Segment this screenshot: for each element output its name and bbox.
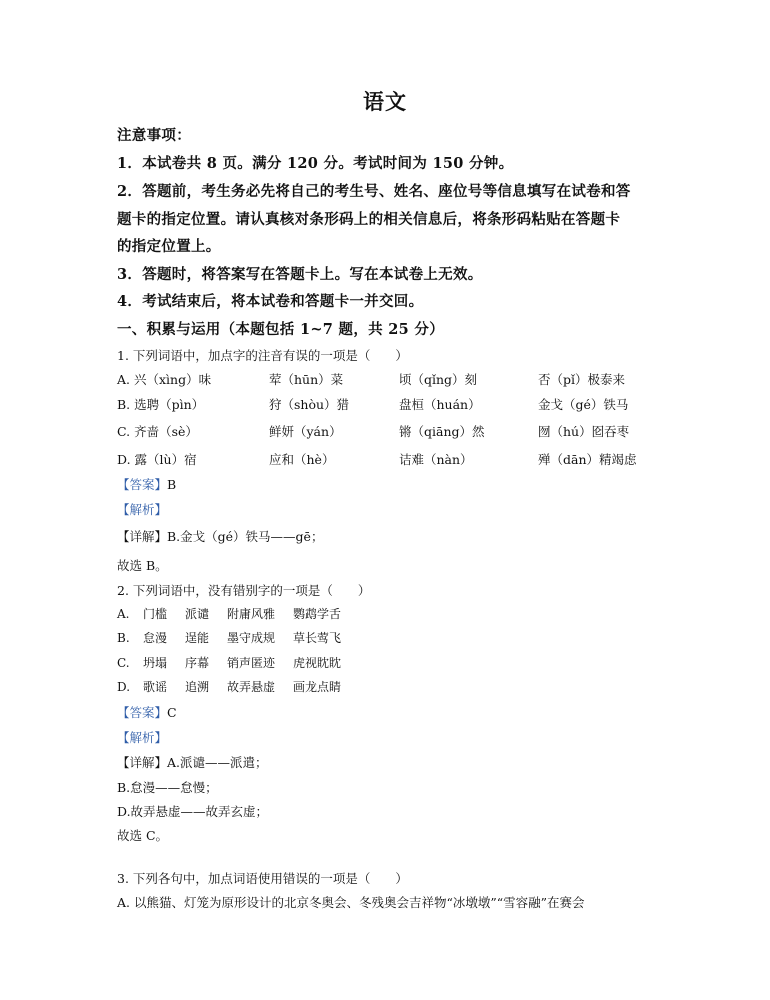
question-1-stem: 1. 下列词语中，加点字的注音有误的一项是（ ）: [117, 348, 408, 363]
q1-conclusion: 故选 B。: [117, 558, 168, 573]
q3-option-a: A. 以熊猫、灯笼为原形设计的北京冬奥会、冬残奥会吉祥物“冰墩墩”“雪容融”在赛会: [117, 895, 585, 910]
q2-word: 门槛: [143, 607, 168, 621]
q1-option-d-1: D. 露（lù）宿: [117, 452, 197, 467]
notice-item: 1．本试卷共 8 页。满分 120 分。考试时间为 150 分钟。: [117, 155, 514, 172]
q2-answer: [117, 703, 177, 721]
q2-word: 坍塌: [143, 656, 168, 670]
answer-value: C: [167, 705, 177, 720]
q1-option-c-4: 囫（hú）囵吞枣: [538, 424, 630, 439]
q2-option-d: [117, 678, 341, 695]
q2-option-label: D.: [117, 680, 131, 694]
notice-item: 4．考试结束后，将本试卷和答题卡一并交回。: [117, 293, 424, 310]
q2-word: 墨守成规: [227, 631, 276, 645]
q1-option-a-4: 否（pǐ）极泰来: [538, 372, 625, 387]
q2-option-a: [117, 605, 341, 622]
q2-word: 歌谣: [143, 680, 168, 694]
q1-option-b-1: B. 选聘（pìn）: [117, 397, 205, 412]
q2-detail: D.故弄悬虚——故弄玄虚；: [117, 804, 269, 819]
q2-analysis-tag: 【解析】: [117, 730, 168, 745]
q2-word: 逞能: [185, 631, 210, 645]
q1-option-c-1: C. 齐啬（sè）: [117, 424, 198, 439]
q2-conclusion: 故选 C。: [117, 828, 169, 843]
q2-option-label: A.: [117, 607, 130, 621]
notice-item: 题卡的指定位置。请认真核对条形码上的相关信息后，将条形码粘贴在答题卡: [117, 211, 621, 228]
q1-option-d-2: 应和（hè）: [269, 452, 335, 467]
q1-option-b-4: 金戈（gé）铁马: [538, 397, 629, 412]
q2-word: 画龙点睛: [293, 680, 342, 694]
notice-item: 的指定位置上。: [117, 238, 221, 255]
q1-option-b-2: 狩（shòu）猎: [269, 397, 350, 412]
q2-option-label: C.: [117, 656, 130, 670]
q1-option-d-4: 殚（dān）精竭虑: [538, 452, 637, 467]
notice-heading: 注意事项：: [117, 127, 191, 144]
q1-option-c-2: 鲜妍（yán）: [269, 424, 342, 439]
question-3-stem: 3. 下列各句中，加点词语使用错误的一项是（ ）: [117, 871, 408, 886]
q2-word: 故弄悬虚: [227, 680, 276, 694]
q2-word: 虎视眈眈: [293, 656, 342, 670]
section-heading: 一、积累与运用（本题包括 1~7 题，共 25 分）: [117, 321, 444, 338]
q2-word: 附庸风雅: [227, 607, 276, 621]
q2-word: 怠漫: [143, 631, 168, 645]
q1-detail: 【详解】B.金戈（gé）铁马——gē；: [117, 529, 324, 544]
notice-item: 2．答题前，考生务必先将自己的考生号、姓名、座位号等信息填写在试卷和答: [117, 183, 631, 200]
q2-option-c: [117, 654, 341, 671]
q2-word: 销声匿迹: [227, 656, 276, 670]
q1-option-d-3: 诘难（nàn）: [399, 452, 473, 467]
answer-value: B: [167, 477, 177, 492]
q2-word: 序幕: [185, 656, 210, 670]
q1-option-b-3: 盘桓（huán）: [399, 397, 481, 412]
q2-word: 追溯: [185, 680, 210, 694]
q2-detail: 【详解】A.派谴——派遣；: [117, 755, 268, 770]
q2-word: 派谴: [185, 607, 210, 621]
q1-analysis-tag: 【解析】: [117, 502, 168, 517]
q2-detail: B.怠漫——怠慢；: [117, 780, 218, 795]
page-title: 语文: [363, 89, 407, 114]
q2-word: 草长莺飞: [293, 631, 342, 645]
question-2-stem: 2. 下列词语中，没有错别字的一项是（ ）: [117, 583, 371, 598]
answer-tag: 【答案】: [117, 705, 168, 720]
q2-word: 鹦鹉学舌: [293, 607, 342, 621]
q1-option-a-3: 顷（qǐng）刻: [399, 372, 478, 387]
q1-answer: [117, 475, 176, 493]
notice-item: 3．答题时，将答案写在答题卡上。写在本试卷上无效。: [117, 266, 483, 283]
q1-option-c-3: 锵（qiāng）然: [399, 424, 485, 439]
q2-option-b: [117, 629, 341, 646]
q1-option-a-2: 荤（hūn）菜: [269, 372, 344, 387]
q1-option-a-1: A. 兴（xìng）味: [117, 372, 212, 387]
answer-tag: 【答案】: [117, 477, 168, 492]
q2-option-label: B.: [117, 631, 130, 645]
